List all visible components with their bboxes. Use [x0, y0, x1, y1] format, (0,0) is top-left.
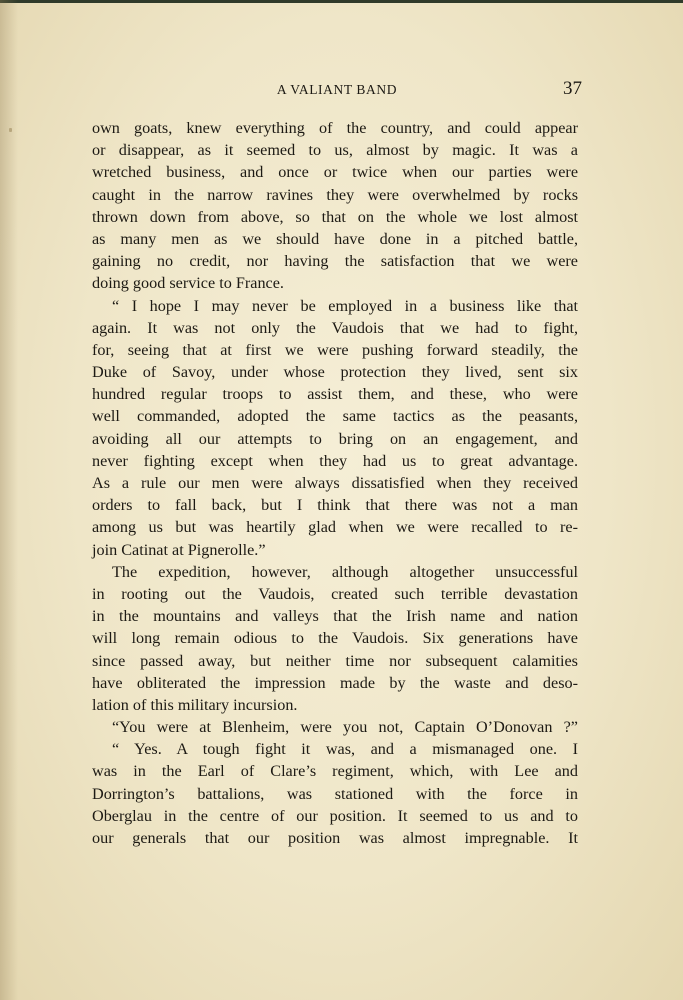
body-text: [92, 117, 578, 849]
text-line: join Catinat at Pignerolle.”: [92, 540, 266, 559]
text-line: avoiding all our attempts to bring on an engagement, and: [92, 429, 578, 448]
binding-shadow: [0, 0, 18, 1000]
text-line: As a rule our men were always dissatisfied when they received: [92, 474, 578, 492]
text-line: among us but was heartily glad when we were recalled to re-: [92, 518, 578, 537]
text-line: again. It was not only the Vaudois that we had to fight,: [92, 318, 578, 337]
text-line: or disappear, as it seemed to us, almost by magic. It was a: [92, 141, 578, 160]
page-number: 37: [563, 78, 582, 99]
text-line: well commanded, adopted the same tactics as the peasants,: [92, 407, 578, 426]
text-line: for, seeing that at first we were pushing forward steadily, the: [92, 340, 578, 359]
text-line: “ I hope I may never be employed in a business like that: [112, 296, 578, 315]
text-line: our generals that our position was almost impregnable. It: [92, 829, 578, 847]
text-line: have obliterated the impression made by the waste and deso-: [92, 673, 578, 692]
text-line: gaining no credit, nor having the satisfaction that we were: [92, 252, 578, 271]
page-header: [92, 78, 582, 102]
text-line: orders to fall back, but I think that there was not a man: [92, 496, 578, 515]
text-line: will long remain odious to the Vaudois. Six generations have: [92, 629, 578, 648]
text-line: “ Yes. A tough fight it was, and a mismanaged one. I: [112, 740, 578, 759]
text-line: in the mountains and valleys that the Irish name and nation: [92, 607, 578, 626]
paper-blemish: [9, 128, 12, 132]
text-line: in rooting out the Vaudois, created such terrible devastation: [92, 584, 578, 603]
text-line: never fighting except when they had us to great advantage.: [92, 451, 578, 470]
text-line: own goats, knew everything of the country, and could appear: [92, 119, 578, 137]
text-line: caught in the narrow ravines they were overwhelmed by rocks: [92, 185, 578, 204]
text-line: Duke of Savoy, under whose protection they lived, sent six: [92, 363, 578, 382]
text-line: The expedition, however, although altogether unsuccessful: [112, 562, 578, 581]
page-top-edge: [0, 0, 683, 3]
running-title: A VALIANT BAND: [276, 82, 398, 97]
text-line: wretched business, and once or twice when our parties were: [92, 163, 578, 182]
text-line: lation of this military incursion.: [92, 695, 298, 714]
text-line: as many men as we should have done in a pitched battle,: [92, 229, 578, 248]
text-line: hundred regular troops to assist them, and these, who were: [92, 385, 578, 404]
text-line: “You were at Blenheim, were you not, Captain O’Donovan ?”: [112, 718, 578, 737]
text-line: was in the Earl of Clare’s regiment, which, with Lee and: [92, 762, 578, 781]
text-line: Dorrington’s battalions, was stationed with the force in: [92, 784, 578, 803]
text-line: thrown down from above, so that on the whole we lost almost: [92, 207, 578, 226]
text-line: Oberglau in the centre of our position. It seemed to us and to: [92, 806, 578, 825]
text-line: doing good service to France.: [92, 274, 284, 293]
text-line: since passed away, but neither time nor subsequent calamities: [92, 651, 578, 670]
